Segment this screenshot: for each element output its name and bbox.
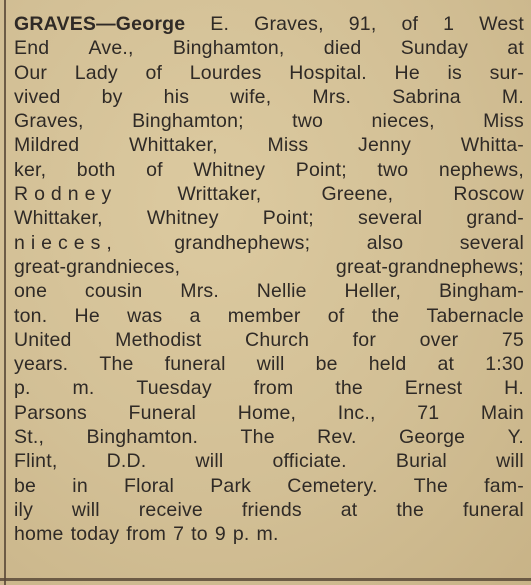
obituary-word: m. — [72, 377, 95, 400]
obituary-word: Greene, — [321, 183, 394, 206]
obituary-word: funeral — [164, 353, 226, 376]
obituary-word: one — [14, 280, 48, 303]
obituary-word: 75 — [501, 328, 524, 351]
obituary-word: will — [496, 450, 524, 473]
obituary-word: ker, — [14, 158, 47, 181]
obituary-word: 1 — [443, 13, 455, 35]
obituary-word: by — [101, 85, 123, 108]
obituary-line — [14, 401, 524, 425]
obituary-word: the — [396, 498, 425, 521]
obituary-word: funeral — [462, 498, 524, 521]
obituary-word: The — [240, 426, 275, 449]
obituary-word: for — [352, 328, 377, 351]
obituary-word: vived — [14, 85, 61, 108]
obituary-word: ily — [14, 498, 34, 521]
obituary-line — [14, 36, 524, 60]
obituary-word: wife, — [230, 85, 272, 108]
obituary-word: from — [126, 523, 167, 546]
obituary-text — [14, 12, 524, 547]
obituary-line — [14, 522, 524, 546]
obituary-word: held — [368, 353, 407, 376]
obituary-line — [14, 158, 524, 182]
obituary-word: Rev. — [317, 426, 357, 449]
obituary-word: Jenny — [358, 134, 412, 157]
obituary-word: fam- — [484, 474, 524, 497]
obituary-word: He — [394, 61, 420, 84]
obituary-word: two — [292, 110, 324, 133]
obituary-word: Whitney — [193, 158, 266, 181]
obituary-word: Y. — [507, 426, 524, 449]
obituary-word: Inc., — [337, 401, 376, 424]
obituary-word: cousin — [84, 280, 143, 303]
obituary-word: Roscow — [453, 183, 524, 206]
obituary-word: great-grandnieces, — [14, 255, 181, 278]
obituary-word: Sabrina — [392, 85, 461, 108]
obituary-word: sur- — [489, 61, 524, 84]
obituary-line — [14, 255, 524, 279]
obituary-word: nephews, — [438, 158, 524, 181]
obituary-word: 9 — [214, 523, 226, 546]
obituary-word: a — [189, 304, 201, 327]
obituary-line — [14, 328, 524, 352]
obituary-line — [14, 231, 524, 255]
obituary-word: Point; — [295, 158, 347, 181]
obituary-word: Binghamton; — [132, 110, 244, 133]
obituary-word: nieces, — [371, 110, 435, 133]
obituary-word: both — [76, 158, 116, 181]
obituary-word: Whittaker, — [14, 207, 103, 230]
obituary-line — [14, 304, 524, 328]
obituary-word: two — [377, 158, 409, 181]
obituary-word: Point; — [262, 207, 314, 230]
obituary-word: Heller, — [344, 280, 402, 303]
obituary-word: Cemetery. — [287, 474, 378, 497]
obituary-word: M. — [501, 85, 524, 108]
obituary-word: the — [371, 304, 400, 327]
obituary-word: He — [74, 304, 100, 327]
obituary-word: receive — [138, 498, 203, 521]
obituary-word: 91, — [348, 13, 377, 35]
obituary-word: over — [419, 328, 459, 351]
obituary-word: Flint, — [14, 450, 58, 473]
obituary-word: Lady — [74, 61, 118, 84]
obituary-word: was — [127, 304, 163, 327]
obituary-word: member — [227, 304, 301, 327]
clipping-bottom-border — [0, 578, 531, 581]
obituary-word: Binghamton. — [86, 426, 199, 449]
obituary-word: is — [447, 61, 462, 84]
obituary-word: United — [14, 328, 72, 351]
obituary-line — [14, 425, 524, 449]
obituary-line — [14, 376, 524, 400]
obituary-word: The — [413, 474, 448, 497]
obituary-word: The — [99, 353, 134, 376]
obituary-word: grand- — [466, 207, 524, 230]
obituary-word: will — [195, 450, 224, 473]
obituary-word: Church — [245, 328, 310, 351]
obituary-line — [14, 449, 524, 473]
obituary-word: Ernest — [404, 377, 463, 400]
obituary-line — [14, 109, 524, 133]
obituary-word: Miss — [483, 110, 524, 133]
obituary-word: ton. — [14, 304, 48, 327]
obituary-word: years. — [14, 353, 69, 376]
obituary-word: Whitney — [146, 207, 219, 230]
obituary-word: Ave., — [88, 37, 134, 60]
obituary-word: officiate. — [272, 450, 347, 473]
obituary-word: 7 — [173, 523, 185, 546]
obituary-word: Our — [14, 61, 48, 84]
obituary-word: Bingham- — [438, 280, 524, 303]
obituary-word: from — [253, 377, 294, 400]
obituary-word: D.D. — [106, 450, 147, 473]
obituary-word: will — [256, 353, 285, 376]
obituary-word: Home, — [237, 401, 297, 424]
obituary-line — [14, 474, 524, 498]
obituary-word: Whitta- — [460, 134, 524, 157]
obituary-word: Park — [210, 474, 252, 497]
obituary-line — [14, 61, 524, 85]
obituary-word: Graves, — [14, 110, 84, 133]
obituary-word: of — [401, 13, 419, 35]
obituary-word: Mrs. — [312, 85, 352, 108]
obituary-word: Mrs. — [180, 280, 219, 303]
obituary-word: friends — [241, 498, 302, 521]
obituary-word: Binghamton, — [172, 37, 285, 60]
obituary-word: Floral — [124, 474, 175, 497]
obituary-word: Nellie — [256, 280, 307, 303]
obituary-word: Tabernacle — [426, 304, 524, 327]
obituary-word: Graves, — [254, 13, 324, 35]
obituary-word: the — [335, 377, 363, 400]
obituary-word: 71 — [417, 401, 440, 424]
obituary-word: Parsons — [14, 401, 87, 424]
obituary-line — [14, 12, 524, 36]
obituary-line — [14, 279, 524, 303]
obituary-word: Hospital. — [289, 61, 367, 84]
obituary-word: St., — [14, 426, 45, 449]
obituary-line — [14, 498, 524, 522]
obituary-line — [14, 352, 524, 376]
obituary-word: also — [366, 231, 404, 254]
obituary-line — [14, 85, 524, 109]
obituary-word: Funeral — [128, 401, 197, 424]
obituary-word: grandhephews; — [174, 231, 311, 254]
obituary-word: in — [72, 474, 88, 497]
obituary-word: at — [507, 37, 524, 60]
obituary-word: of — [146, 158, 163, 181]
obituary-word: will — [71, 498, 100, 521]
obituary-word: GRAVES—George — [14, 13, 186, 35]
clipping-left-border — [4, 0, 6, 585]
obituary-word: of — [145, 61, 163, 84]
obituary-word: home — [14, 523, 64, 546]
obituary-word: to — [191, 523, 208, 546]
obituary-word: m. — [256, 523, 279, 546]
obituary-word: Burial — [395, 450, 447, 473]
obituary-word: Methodist — [115, 328, 202, 351]
obituary-word: his — [163, 85, 190, 108]
obituary-word: Main — [480, 401, 524, 424]
obituary-word: George — [398, 426, 466, 449]
obituary-word: nieces, — [14, 231, 118, 254]
obituary-word: E. — [210, 13, 230, 35]
obituary-word: H. — [504, 377, 524, 400]
obituary-line — [14, 182, 524, 206]
obituary-word: great-grandnephews; — [335, 255, 524, 278]
obituary-word: Whittaker, — [129, 134, 218, 157]
obituary-word: several — [358, 207, 423, 230]
obituary-word: p. — [232, 523, 250, 546]
obituary-word: be — [14, 474, 37, 497]
obituary-word: Mildred — [14, 134, 80, 157]
obituary-word: died — [323, 37, 362, 60]
obituary-word: 1:30 — [485, 353, 524, 376]
obituary-word: Writtaker, — [177, 183, 262, 206]
obituary-word: several — [459, 231, 524, 254]
obituary-word: Sunday — [400, 37, 469, 60]
obituary-word: Lourdes — [189, 61, 262, 84]
obituary-word: at — [340, 498, 358, 521]
obituary-word: End — [14, 37, 50, 60]
obituary-line — [14, 133, 524, 157]
obituary-word: Tuesday — [136, 377, 212, 400]
obituary-word: Rodney — [14, 183, 118, 206]
obituary-word: p. — [14, 377, 31, 400]
obituary-word: be — [315, 353, 338, 376]
obituary-word: of — [327, 304, 345, 327]
obituary-word: West — [479, 13, 524, 35]
obituary-line — [14, 206, 524, 230]
obituary-word: today — [70, 523, 120, 546]
obituary-word: at — [437, 353, 455, 376]
obituary-word: Miss — [267, 134, 309, 157]
